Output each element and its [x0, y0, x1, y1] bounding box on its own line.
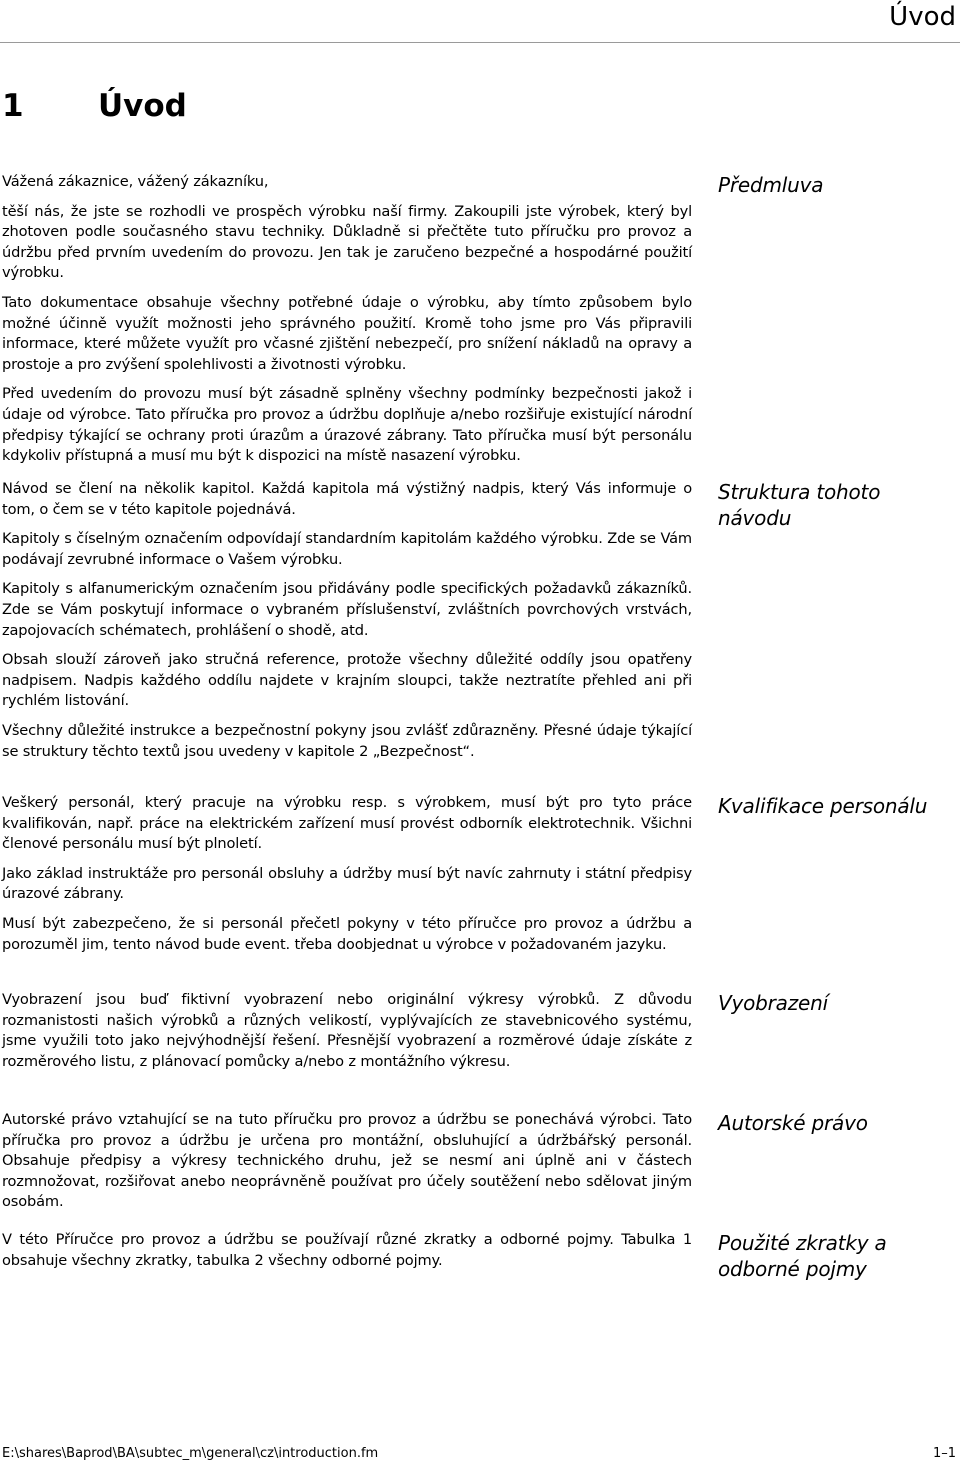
paragraph: Před uvedením do provozu musí být zásadně splněny všechny podmínky bezpečnosti jakož i údaje od výrobce. Tato příručka pro provoz a údržbu doplňuje a/nebo rozšiřuje existující národní předpisy týkající se ochrany proti úrazům a úrazové zábrany. Tato příručka musí být personálu kdykoliv přístupná a musí mu být k dispozici na místě nasazení výrobku. [2, 385, 692, 465]
side-heading-structure: Struktura tohoto návodu [718, 480, 881, 530]
section-qualification-body [2, 793, 692, 964]
side-heading-copyright: Autorské právo [718, 1111, 868, 1135]
side-heading-qualification: Kvalifikace personálu [718, 794, 928, 818]
paragraph: Veškerý personál, který pracuje na výrobku resp. s výrobkem, musí být pro tyto práce kvalifikován, např. práce na elektrickém zařízení musí provést odborník elektrotechnik. Všichni členové personálu musí být plnoletí. [2, 794, 692, 853]
paragraph: Všechny důležité instrukce a bezpečnostní pokyny jsou zvlášť zdůrazněny. Přesné údaje týkající se struktury těchto textů jsou uvedeny v kapitole 2 „Bezpečnost“. [2, 721, 692, 760]
chapter-number: 1 [2, 88, 24, 124]
paragraph: Návod se člení na několik kapitol. Každá kapitola má výstižný nadpis, který Vás informuje o tom, o čem se v této kapitole pojednává. [2, 480, 692, 518]
header-rule [0, 42, 960, 43]
paragraph: V této Příručce pro provoz a údržbu se používají různé zkratky a odborné pojmy. Tabulka 1 obsahuje všechny zkratky, tabulka 2 všechny odborné pojmy. [2, 1231, 692, 1269]
chapter-title: Úvod [98, 88, 187, 124]
paragraph: Kapitoly s číselným označením odpovídají standardním kapitolám každého výrobku. Zde se Vám podávají zevrubné informace o Vašem výrobku. [2, 530, 692, 568]
side-heading-abbreviations: Použité zkratky a odborné pojmy [718, 1231, 887, 1281]
paragraph: Jako základ instruktáže pro personál obsluhy a údržby musí být navíc zahrnuty i státní předpisy úrazové zábrany. [2, 864, 692, 903]
section-preface-body [2, 172, 692, 476]
running-header-title: Úvod [889, 2, 956, 32]
footer-file-path: E:\shares\Baprod\BA\subtec_m\general\cz\introduction.fm [2, 1446, 379, 1461]
paragraph: těší nás, že jste se rozhodli ve prospěch výrobku naší firmy. Zakoupili jste výrobek, který byl zhotoven podle současného stavu techniky. Důkladně si přečtěte tuto příručku pro provoz a údržbu před prvním uvedením do provozu. Jen tak je zaručeno bezpečné a hospodárné použití výrobku. [2, 202, 692, 282]
section-illustrations-body [2, 990, 692, 1081]
section-copyright-body [2, 1110, 692, 1222]
chapter-heading [2, 88, 187, 124]
side-heading-preface: Předmluva [718, 173, 824, 197]
section-structure-body [2, 479, 692, 771]
paragraph: Musí být zabezpečeno, že si personál přečetl pokyny v této příručce pro provoz a údržbu a porozuměl jim, tento návod bude event. třeba doobjednat u výrobce v požadovaném jazyku. [2, 914, 692, 953]
section-abbreviations-body [2, 1230, 692, 1280]
paragraph: Vážená zákaznice, vážený zákazníku, [2, 173, 269, 190]
paragraph: Tato dokumentace obsahuje všechny potřebné údaje o výrobku, aby tímto způsobem bylo možné účinně využít možnosti jeho správného použití. Kromě toho jsme pro Vás připravili informace, které můžete využít pro včasné zjištění nebezpečí, pro snížení nákladů na opravy a prostoje a pro zvýšení spolehlivosti a životnosti výrobku. [2, 293, 692, 373]
paragraph: Obsah slouží zároveň jako stručná reference, protože všechny důležité oddíly jsou opatřeny nadpisem. Nadpis každého oddílu najdete v krajním sloupci, takže neztratíte přehled ani při rychlém listování. [2, 651, 692, 710]
paragraph: Kapitoly s alfanumerickým označením jsou přidávány podle specifických požadavků zákazníků. Zde se Vám poskytují informace o vybraném příslušenství, zvláštních povrchových vrstvách, zapojovacích schématech, prohlášení o shodě, atd. [2, 580, 692, 639]
paragraph: Autorské právo vztahující se na tuto příručku pro provoz a údržbu se ponechává výrobci. Tato příručka pro provoz a údržbu je určena pro montážní, obsluhující a údržbářský personál. Obsahuje předpisy a výkresy technického druhu, jež se nesmí ani úplně ani v částech rozmnožovat, rozšiřovat anebo neoprávněně používat pro účely soutěžení nebo sdělovat jiným osobám. [2, 1111, 692, 1211]
paragraph: Vyobrazení jsou buď fiktivní vyobrazení nebo originální výkresy výrobků. Z důvodu rozmanistosti našich výrobků a různých velikostí, vyplývajících ze stavebnicového systému, jsme využili toto jako nejvýhodnější řešení. Přesnější vyobrazení a rozměrové údaje získáte z rozměrového listu, z plánovací pomůcky a/nebo z montážního výkresu. [2, 991, 692, 1070]
page-number: 1–1 [932, 1446, 956, 1461]
side-heading-illustrations: Vyobrazení [718, 991, 828, 1015]
